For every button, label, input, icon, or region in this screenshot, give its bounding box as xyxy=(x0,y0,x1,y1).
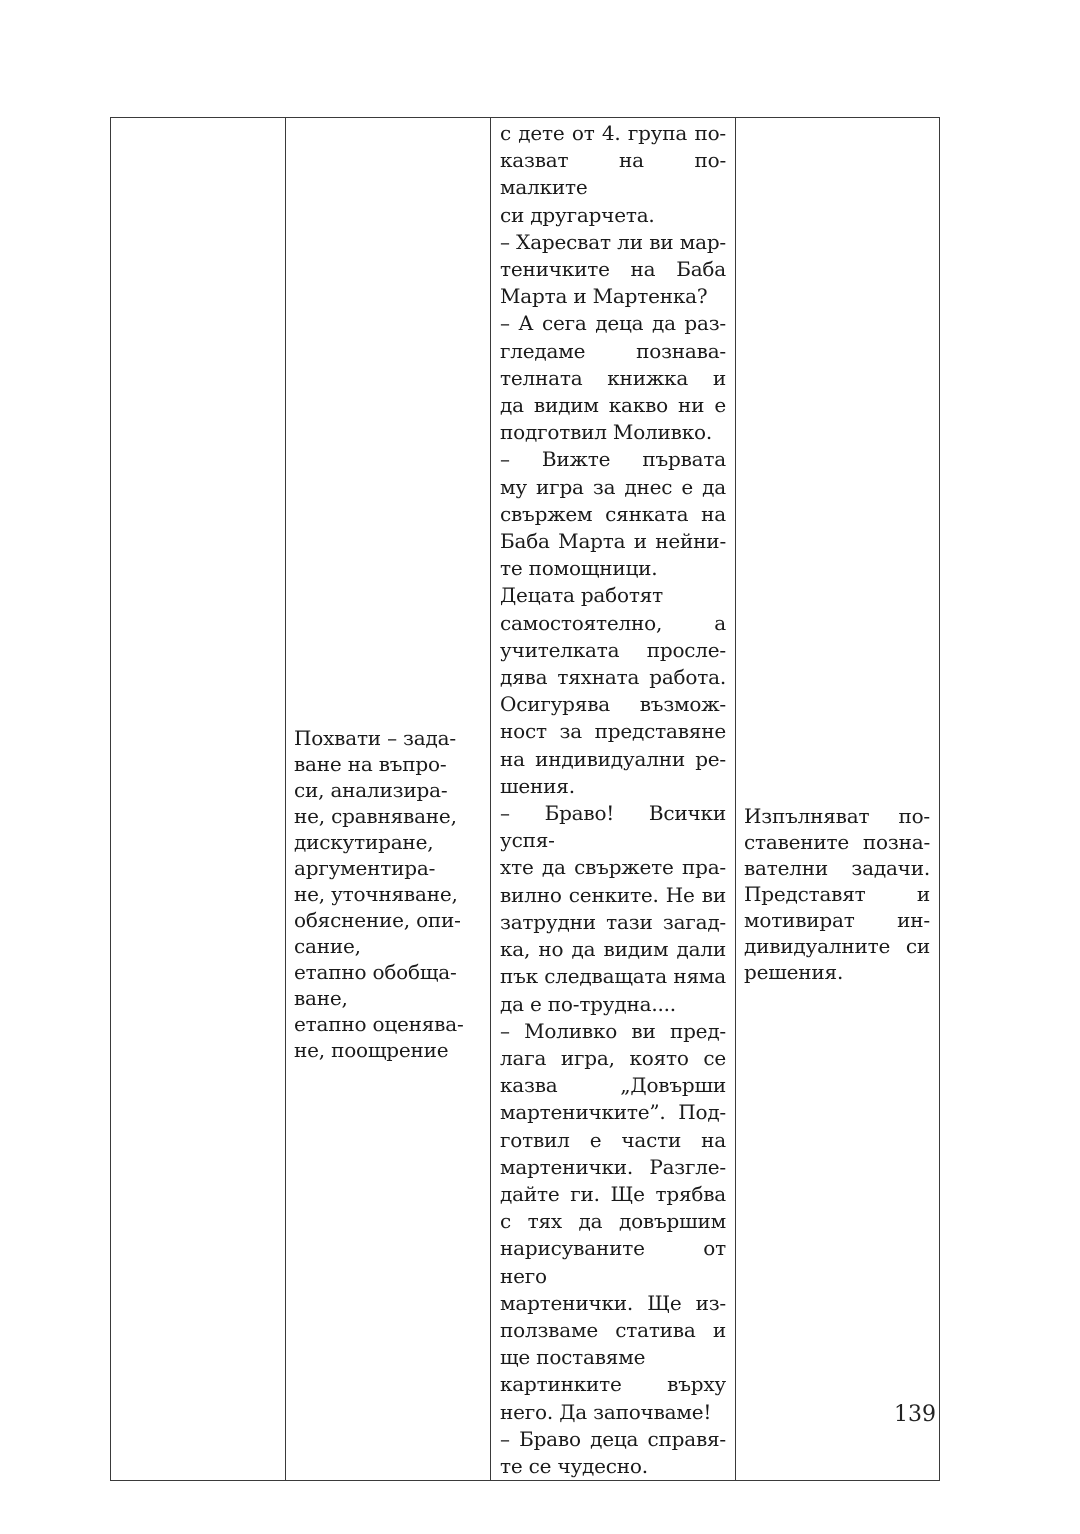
text-line: хте да свържете пра- xyxy=(500,855,726,880)
text-line: не, сравняване, xyxy=(294,804,457,829)
text-line: аргументира- xyxy=(294,856,436,881)
text-line: теничките на Баба xyxy=(500,257,726,282)
text-line: него. Да започваме! xyxy=(500,1399,712,1424)
text-line: ставените позна- xyxy=(744,830,930,855)
text-line: не, уточняване, xyxy=(294,882,458,907)
text-line: – Вижте първата xyxy=(500,447,726,472)
table-cell-techniques xyxy=(286,118,491,1481)
text-line: – А сега деца да раз- xyxy=(500,311,726,336)
text-line: с тях да довършим xyxy=(500,1209,726,1234)
text-line: мартенички. Разгле- xyxy=(500,1154,726,1179)
table-row xyxy=(111,118,940,1481)
text-line: етапно оценява- xyxy=(294,1012,464,1037)
text-line: ност за представяне xyxy=(500,719,726,744)
page-number: 139 xyxy=(894,1402,936,1427)
text-line: самостоятелно, а xyxy=(500,610,726,635)
text-line: не, поощрение xyxy=(294,1038,449,1063)
text-line: дискутиране, xyxy=(294,830,434,855)
text-line: Баба Марта и нейни- xyxy=(500,529,726,554)
text-line: нарисуваните от него xyxy=(500,1236,726,1288)
table-cell-activity xyxy=(491,118,736,1481)
text-line: Децата работят xyxy=(500,583,663,608)
text-line: на индивидуални ре- xyxy=(500,746,726,771)
text-line: вилно сенките. Не ви xyxy=(500,882,726,907)
lesson-plan-table xyxy=(110,117,940,1481)
text-line: пък следващата няма xyxy=(500,964,726,989)
text-line: дивидуалните си xyxy=(744,934,930,959)
table-cell-outcome xyxy=(736,118,940,1481)
text-line: – Харесват ли ви мар- xyxy=(500,229,726,254)
techniques-text xyxy=(286,725,490,1063)
text-line: си другарчета. xyxy=(500,202,655,227)
text-line: готвил е части на xyxy=(500,1127,726,1152)
text-line: сание, xyxy=(294,934,361,959)
text-line: – Моливко ви пред- xyxy=(500,1018,726,1043)
text-line: лага игра, която се xyxy=(500,1045,726,1070)
text-line: дайте ги. Ще трябва xyxy=(500,1181,726,1206)
text-line: те се чудесно. xyxy=(500,1453,648,1478)
text-line: вателни задачи. xyxy=(744,856,930,881)
text-line: Похвати – зада- xyxy=(294,726,456,751)
outcome-text xyxy=(736,803,939,985)
text-line: свържем сянката на xyxy=(500,501,726,526)
text-line: ване, xyxy=(294,986,348,1011)
text-line: с дете от 4. група по- xyxy=(500,121,726,145)
text-line: – Браво! Всички успя- xyxy=(500,801,726,853)
text-line: шения. xyxy=(500,773,575,798)
text-line: да е по-трудна.... xyxy=(500,991,676,1016)
text-line: етапно обобща- xyxy=(294,960,457,985)
text-line: мартеничките”. Под- xyxy=(500,1100,726,1125)
text-line: Изпълняват по- xyxy=(744,804,930,829)
text-line: затрудни тази загад- xyxy=(500,909,726,934)
text-line: телната книжка и xyxy=(500,365,726,390)
table-cell-empty xyxy=(111,118,286,1481)
text-line: картинките върху xyxy=(500,1372,726,1397)
text-line: – Браво деца справя- xyxy=(500,1426,726,1451)
text-line: мартенички. Ще из- xyxy=(500,1290,726,1315)
activity-text xyxy=(491,120,735,1480)
text-line: те помощници. xyxy=(500,556,658,581)
text-line: ване на въпро- xyxy=(294,752,447,777)
text-line: гледаме познава- xyxy=(500,338,726,363)
text-line: Осигурява възмож- xyxy=(500,692,726,717)
text-line: ще поставяме xyxy=(500,1345,646,1370)
text-line: мотивират ин- xyxy=(744,908,930,933)
text-line: решения. xyxy=(744,960,844,985)
text-line: Представят и xyxy=(744,882,930,907)
text-line: подготвил Моливко. xyxy=(500,420,713,445)
text-line: да видим какво ни е xyxy=(500,393,726,418)
text-line: дява тяхната работа. xyxy=(500,665,726,690)
text-line: учителката просле- xyxy=(500,637,726,662)
text-line: казва „Довърши xyxy=(500,1073,726,1098)
text-line: му игра за днес е да xyxy=(500,474,726,499)
text-line: казват на по- малките xyxy=(500,148,726,200)
text-line: Марта и Мартенка? xyxy=(500,284,708,309)
text-line: си, анализира- xyxy=(294,778,448,803)
text-line: ползваме статива и xyxy=(500,1317,726,1342)
text-line: обяснение, опи- xyxy=(294,908,461,933)
text-line: ка, но да видим дали xyxy=(500,937,726,962)
